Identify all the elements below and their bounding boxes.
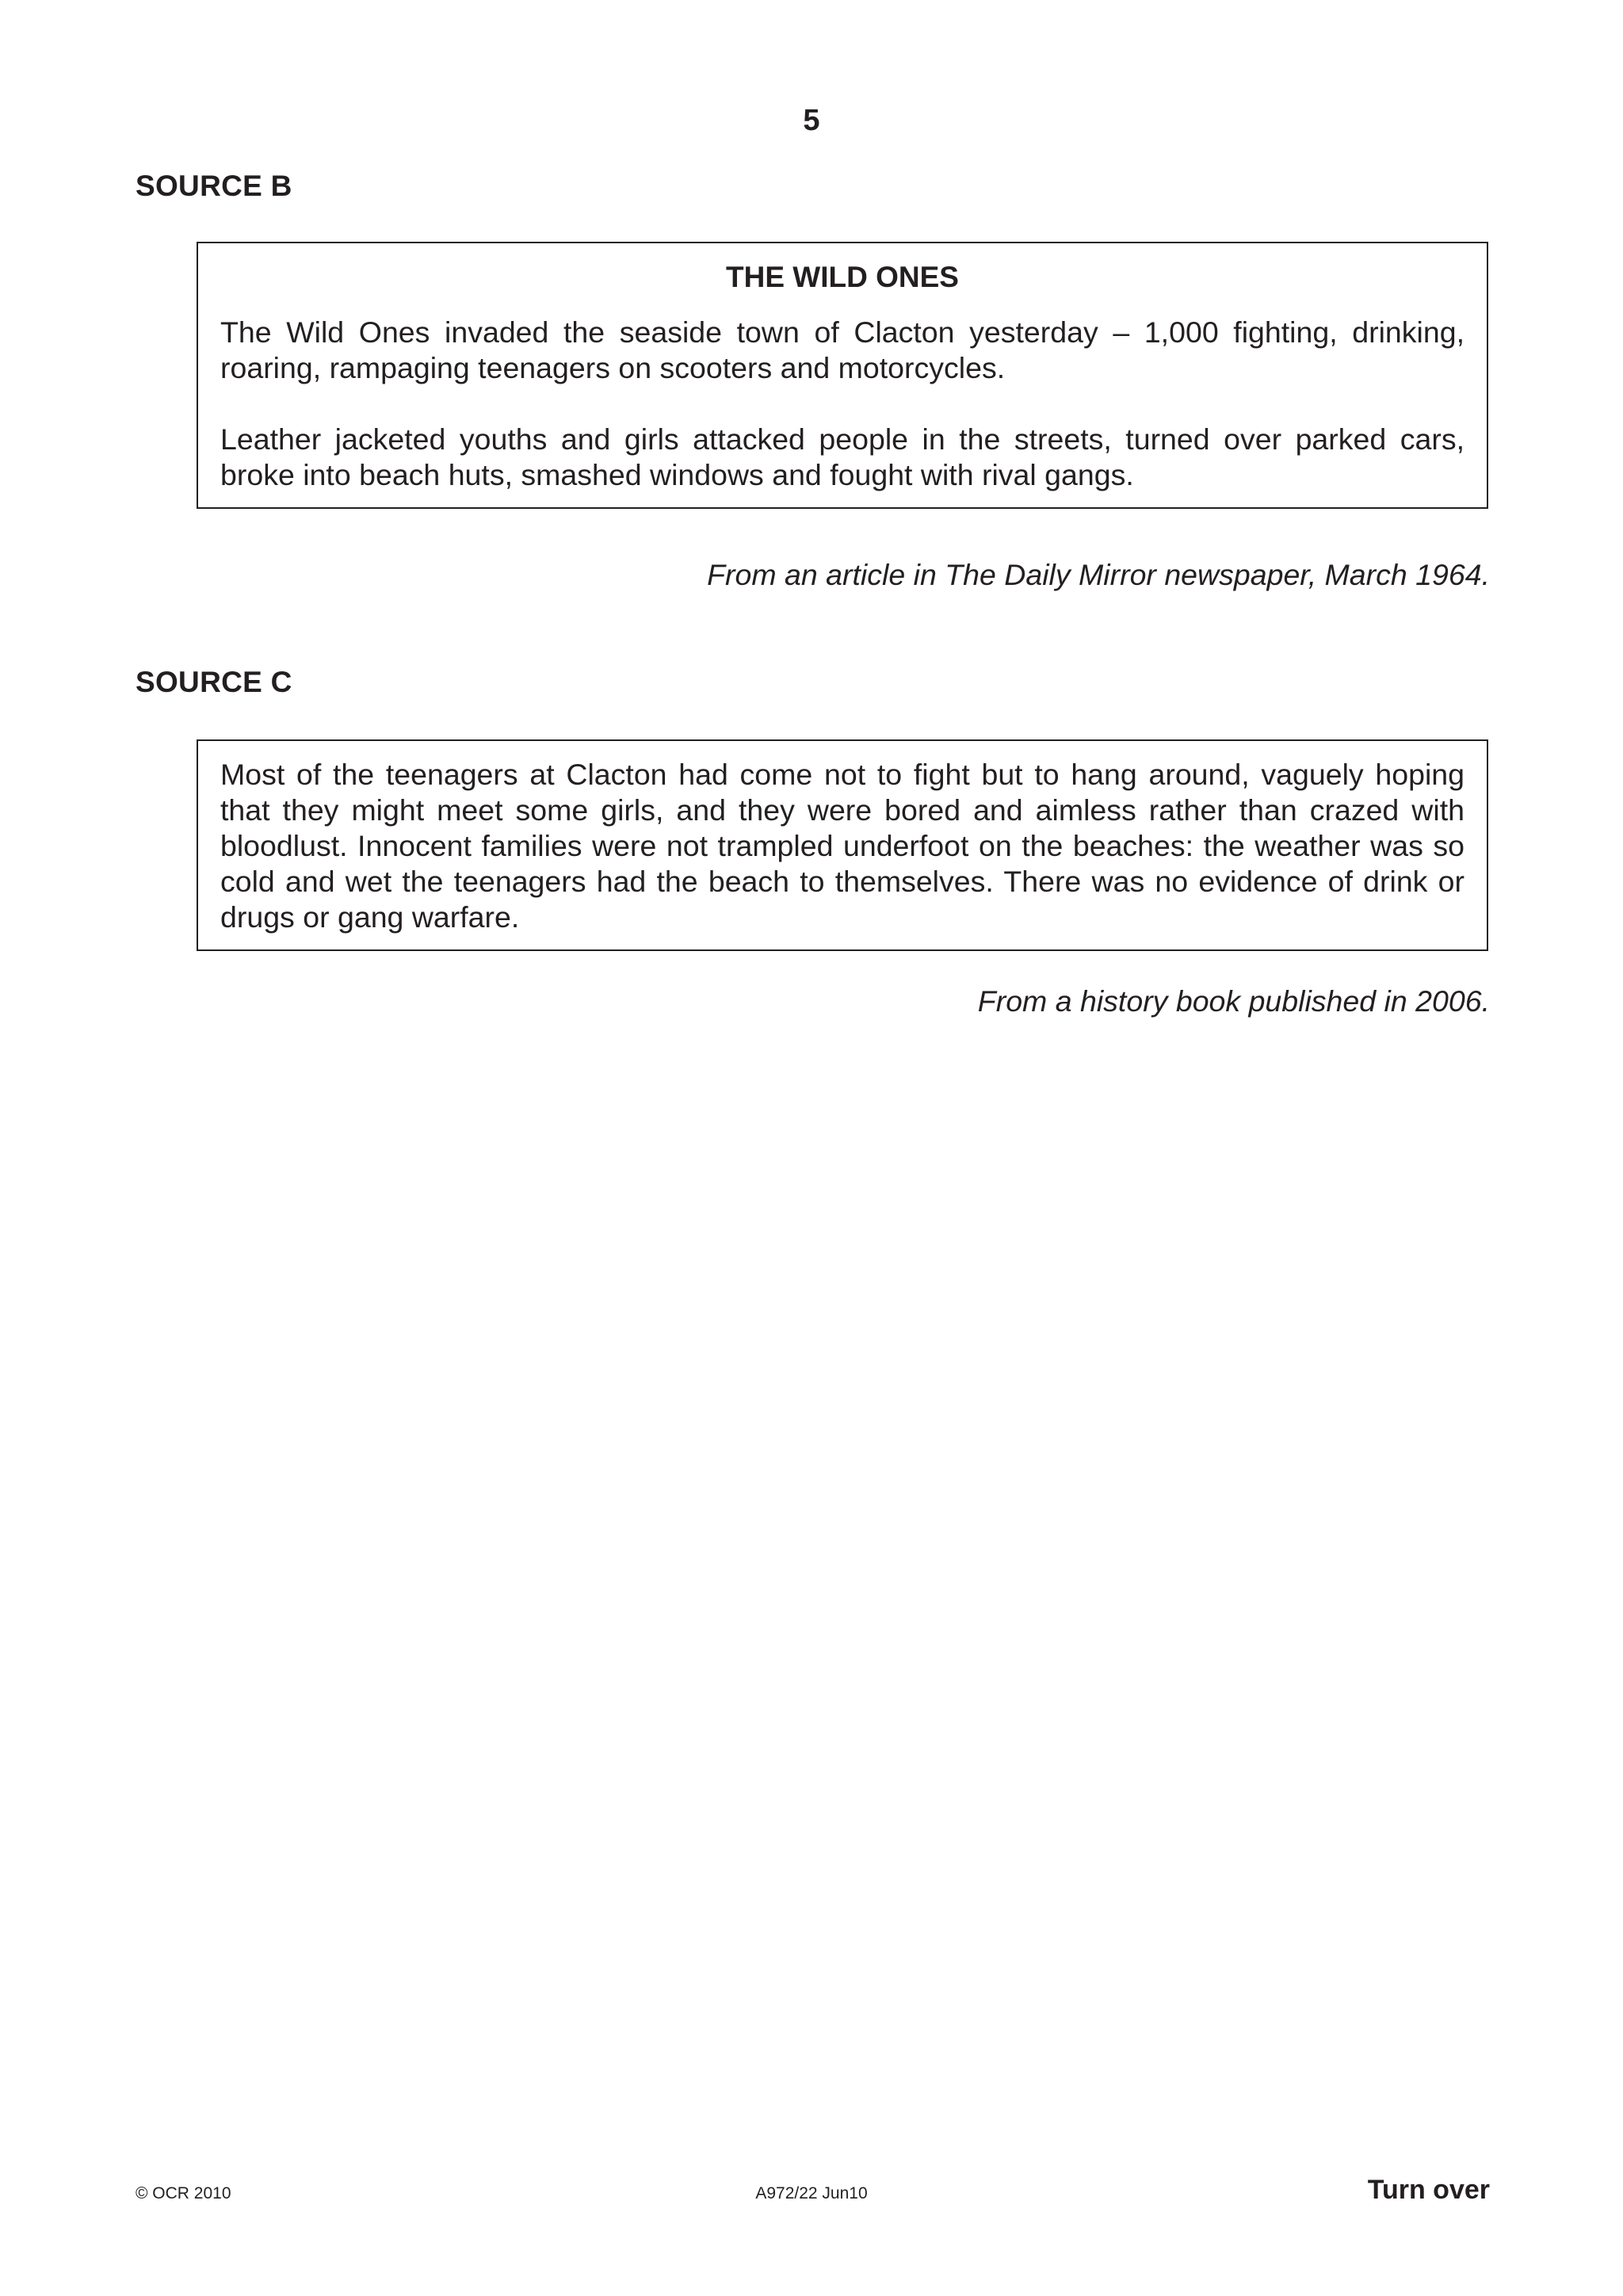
source-c-heading: SOURCE C: [136, 666, 292, 698]
page-number: 5: [803, 104, 820, 137]
source-b-attribution: From an article in The Daily Mirror newspaper, March 1964.: [707, 558, 1490, 591]
footer-copyright: © OCR 2010: [136, 2184, 231, 2202]
source-c-paragraph-1: Most of the teenagers at Clacton had come not to fight but to hang around, vaguely hoping that they might meet some girls, and they were bored and aimless rather than crazed with bloodlust. Innocent families were not trampled underfoot on the beaches: the weather was so cold and wet the teenagers had the beach to themselves. There was no evidence of drink or drugs or gang warfare.: [220, 758, 1465, 934]
turn-over-label: Turn over: [1367, 2175, 1490, 2205]
source-b-paragraph-1: The Wild Ones invaded the seaside town of Clacton yesterday – 1,000 fighting, drinking, roaring, rampaging teenagers on scooters and motorcycles.: [220, 315, 1465, 384]
source-b-box: [197, 242, 1488, 509]
footer-paper-code: A972/22 Jun10: [755, 2184, 868, 2202]
source-b-title: THE WILD ONES: [726, 261, 959, 293]
source-b-paragraph-2: Leather jacketed youths and girls attacked people in the streets, turned over parked cars, broke into beach huts, smashed windows and fought with rival gangs.: [220, 422, 1465, 491]
source-b-heading: SOURCE B: [136, 170, 292, 202]
source-c-box: [197, 739, 1488, 951]
source-c-attribution: From a history book published in 2006.: [977, 984, 1490, 1018]
